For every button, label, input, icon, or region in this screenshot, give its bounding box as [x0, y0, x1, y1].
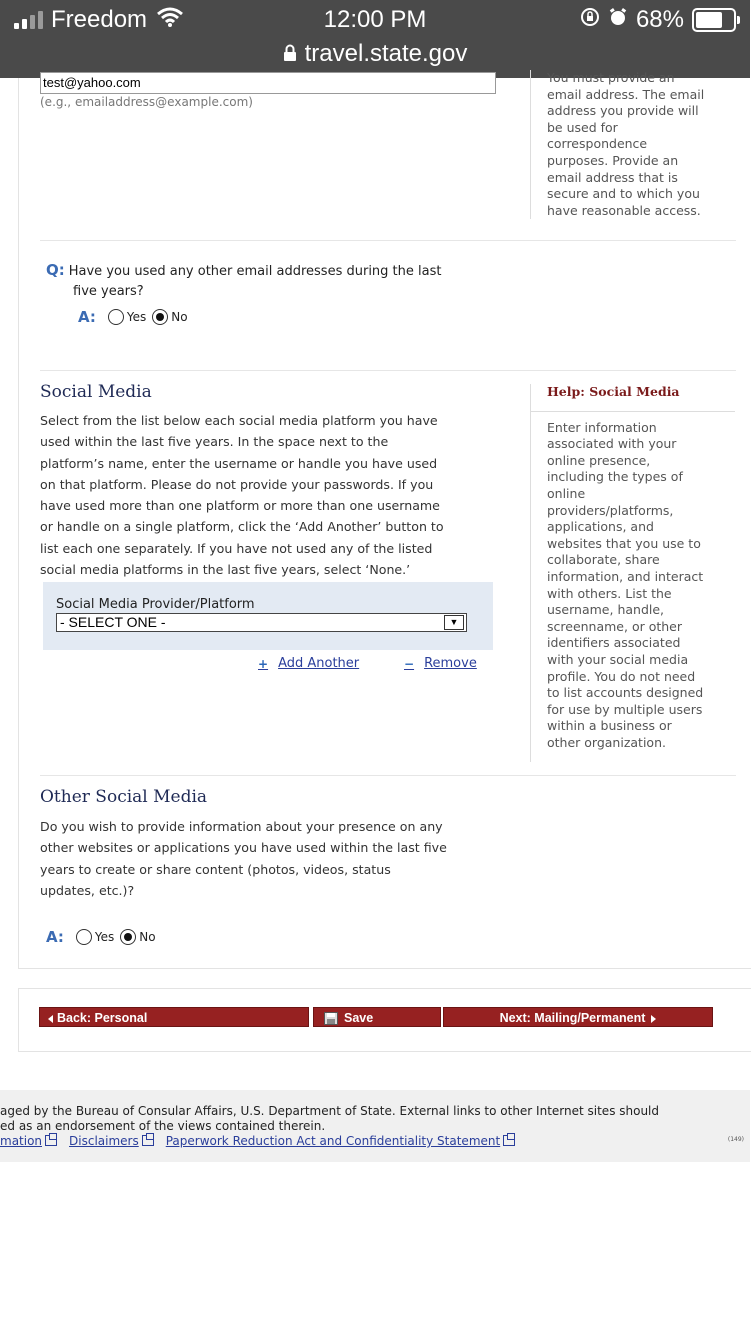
add-another-button[interactable] — [258, 656, 359, 671]
question-line-1: Have you used any other email addresses during the last — [68, 264, 442, 279]
platform-label: Social Media Provider/Platform — [56, 597, 255, 612]
email-help-text — [530, 70, 737, 219]
other-social-media-title: Other Social Media — [40, 787, 208, 807]
next-label: Next: Mailing/Permanent — [499, 1011, 646, 1025]
text-line: email address. The email — [547, 86, 705, 102]
text-line: profile. You do not need — [547, 668, 696, 684]
text-line: years to create or share content (photos, videos, status — [40, 861, 391, 877]
chevron-down-icon[interactable]: ▼ — [444, 615, 464, 630]
text-line: with your social media — [547, 651, 689, 667]
footer-line-1: aged by the Bureau of Consular Affairs, U.S. Department of State. External links to other Internet sites should — [0, 1104, 660, 1118]
link-label: Paperwork Reduction Act and Confidentiality Statement — [165, 1134, 501, 1148]
text-line: list each one separately. If you have not used any of the listed — [40, 540, 433, 556]
link-label: Disclaimers — [69, 1134, 139, 1148]
text-line: username, handle, — [547, 602, 665, 618]
text-line: for use by multiple users — [547, 701, 703, 717]
text-line: websites that you use to — [547, 535, 701, 551]
email-hint: (e.g., emailaddress@example.com) — [40, 95, 253, 109]
social-media-entry — [43, 582, 493, 650]
clock: 12:00 PM — [323, 6, 427, 33]
nav-bar — [18, 988, 751, 1052]
arrow-left-icon — [48, 1015, 53, 1023]
text-line: address you provide will — [547, 103, 699, 119]
text-line: information, and interact — [547, 568, 704, 584]
external-link-icon — [45, 1135, 57, 1146]
social-media-title: Social Media — [40, 382, 152, 402]
orientation-lock-icon — [580, 6, 600, 34]
text-line: other organization. — [547, 734, 666, 750]
other-email-question — [46, 260, 516, 302]
link-label: mation — [0, 1134, 43, 1148]
text-line: associated with your — [547, 436, 677, 452]
other-social-media-answer — [46, 928, 162, 946]
text-line: correspondence — [547, 136, 648, 152]
text-line: purposes. Provide an — [547, 152, 679, 168]
text-line: Enter information — [547, 419, 657, 435]
text-line: be used for — [547, 119, 618, 135]
text-line: email address that is — [547, 169, 678, 185]
other-email-yes[interactable] — [108, 309, 146, 325]
radio-yes[interactable] — [76, 929, 92, 945]
text-line: online — [547, 485, 586, 501]
social-media-instructions — [40, 410, 520, 580]
divider — [40, 240, 736, 241]
footer-links — [0, 1134, 515, 1148]
back-button[interactable] — [39, 1007, 309, 1027]
remove-button[interactable] — [404, 656, 477, 671]
footer-line-2: ed as an endorsement of the views contained therein. — [0, 1119, 326, 1133]
text-line: have used more than one platform or more than one username — [40, 498, 440, 514]
no-label: No — [171, 310, 188, 324]
add-another-label: Add Another — [278, 656, 360, 671]
radio-no[interactable] — [120, 929, 136, 945]
question-line-2: five years? — [73, 284, 144, 299]
external-link-icon — [142, 1135, 154, 1146]
text-line: on that platform. Please do not provide your passwords. If you — [40, 476, 434, 492]
alarm-icon — [608, 6, 628, 34]
arrow-right-icon — [651, 1015, 656, 1023]
next-button[interactable] — [443, 1007, 713, 1027]
help-body — [547, 420, 737, 752]
no-label: No — [139, 930, 156, 944]
other-social-yes[interactable] — [76, 929, 114, 945]
footer-link-information[interactable] — [0, 1134, 57, 1148]
floppy-disk-icon — [324, 1011, 338, 1031]
other-social-no[interactable] — [120, 929, 155, 945]
minus-icon: − — [404, 656, 415, 671]
footer-notice — [0, 1104, 659, 1134]
status-right — [580, 6, 736, 34]
yes-label: Yes — [94, 930, 115, 944]
divider — [40, 370, 736, 371]
text-line: with others. List the — [547, 585, 672, 601]
text-line: platform’s name, enter the username or handle you have used — [40, 455, 438, 471]
back-label: Back: Personal — [57, 1011, 148, 1025]
text-line: including the types of — [547, 469, 683, 485]
text-line: Do you wish to provide information about your presence on any — [40, 819, 443, 834]
text-line: or handle on a single platform, click the ‘Add Another’ button to — [40, 519, 444, 535]
divider — [40, 775, 736, 776]
text-line: have reasonable access. — [547, 202, 701, 218]
a-label: A: — [46, 928, 64, 946]
yes-label: Yes — [126, 310, 147, 324]
radio-yes[interactable] — [108, 309, 124, 325]
text-line: online presence, — [547, 452, 651, 468]
email-field[interactable]: test@yahoo.com — [40, 72, 496, 94]
text-line: within a business or — [547, 718, 672, 734]
a-label: A: — [78, 308, 96, 326]
text-line: You must provide an — [547, 70, 675, 85]
plus-icon: + — [258, 656, 269, 671]
page-code: (149) — [727, 1136, 744, 1143]
other-email-answer — [78, 308, 194, 326]
footer-link-disclaimers[interactable] — [69, 1134, 154, 1148]
other-email-no[interactable] — [152, 309, 187, 325]
remove-label: Remove — [424, 656, 477, 671]
text-line: screenname, or other — [547, 618, 683, 634]
platform-select[interactable] — [56, 613, 467, 632]
footer — [0, 1090, 750, 1162]
help-divider — [531, 411, 735, 412]
text-line: Select from the list below each social media platform you have — [40, 413, 438, 428]
select-value: - SELECT ONE - — [60, 614, 166, 630]
text-line: secure and to which you — [547, 186, 700, 202]
save-button[interactable] — [313, 1007, 441, 1027]
lock-icon — [283, 41, 297, 69]
carrier-name: Freedom — [51, 6, 148, 33]
battery-icon — [692, 8, 736, 32]
text-line: to list accounts designed — [547, 685, 704, 701]
text-line: providers/platforms, — [547, 502, 674, 518]
url-bar[interactable] — [0, 40, 750, 69]
text-line: other websites or applications you have used within the last five — [40, 840, 447, 856]
other-social-media-question — [40, 816, 520, 901]
help-title — [547, 384, 737, 401]
status-bar — [0, 0, 750, 78]
text-line: applications, and — [547, 519, 654, 535]
url-text: travel.state.gov — [304, 40, 468, 67]
text-line: updates, etc.)? — [40, 882, 135, 898]
help-topic: Social Media — [589, 384, 680, 399]
battery-percent: 68% — [635, 6, 684, 33]
save-label: Save — [344, 1011, 374, 1025]
external-link-icon — [503, 1135, 515, 1146]
help-prefix: Help: — [547, 384, 585, 399]
text-line: collaborate, share — [547, 552, 660, 568]
text-line: used within the last five years. In the space next to the — [40, 434, 389, 450]
text-line: identifiers associated — [547, 635, 681, 651]
q-label: Q: — [46, 261, 65, 279]
text-line: social media platforms in the last five years, select ‘None.’ — [40, 562, 411, 578]
footer-link-paperwork[interactable] — [166, 1134, 515, 1148]
radio-no[interactable] — [152, 309, 168, 325]
page-content — [0, 70, 750, 1334]
social-media-help — [530, 384, 737, 762]
